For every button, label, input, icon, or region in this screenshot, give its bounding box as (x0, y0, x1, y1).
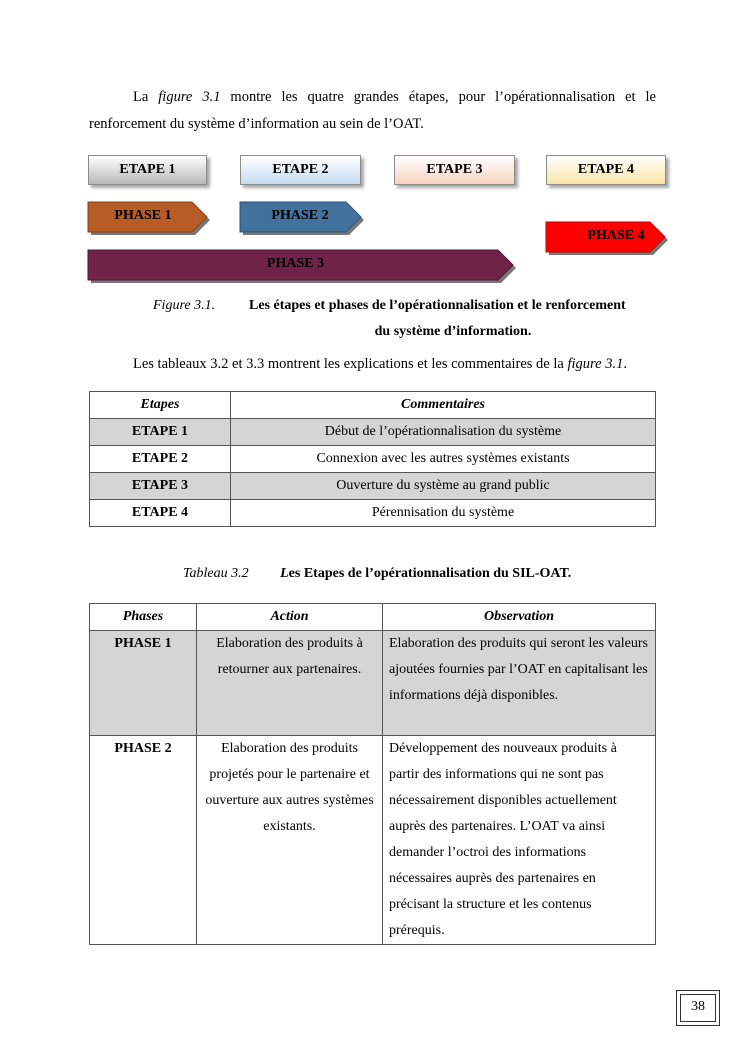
header-action: Action (197, 604, 383, 631)
table-header-row (90, 604, 656, 631)
figure-caption-number: Figure 3.1. (153, 298, 216, 313)
table-caption-number: Tableau 3.2 (183, 566, 249, 581)
header-etapes: Etapes (90, 392, 231, 419)
phase-label-4: PHASE 4 (587, 228, 645, 243)
tables-intro-paragraph (133, 351, 663, 377)
cell-etape: ETAPE 2 (90, 446, 231, 473)
page-number (676, 990, 720, 1026)
phase-label-2: PHASE 2 (271, 208, 329, 223)
etape-label: ETAPE 2 (272, 162, 329, 177)
phases-table (89, 603, 656, 945)
table-row (90, 473, 656, 500)
intro-paragraph (89, 84, 656, 138)
header-commentaires: Commentaires (231, 392, 656, 419)
etape-box-1 (88, 155, 207, 185)
header-observation: Observation (383, 604, 656, 631)
cell-commentaire: Ouverture du système au grand public (231, 473, 656, 500)
table-caption-initial: L (280, 566, 289, 581)
etape-label: ETAPE 3 (426, 162, 483, 177)
cell-etape: ETAPE 4 (90, 500, 231, 527)
table-header-row (90, 392, 656, 419)
cell-phase: PHASE 1 (90, 631, 197, 736)
intro-text-b: montre les quatre grandes étapes, pour l’opérationnalisation et le renforcement du système d’information au sein de l’OAT. (89, 89, 656, 132)
table-row (90, 736, 656, 945)
para2-text-b: . (623, 356, 627, 372)
header-phases: Phases (90, 604, 197, 631)
etapes-table (89, 391, 656, 527)
etape-box-3 (394, 155, 515, 185)
cell-commentaire: Début de l’opérationnalisation du système (231, 419, 656, 446)
table-caption-text: es Etapes de l’opérationnalisation du SIL-OAT. (288, 566, 572, 581)
phase-label-1: PHASE 1 (114, 208, 172, 223)
para2-figure-ref: figure 3.1 (567, 356, 624, 372)
cell-commentaire: Pérennisation du système (231, 500, 656, 527)
etape-label: ETAPE 1 (119, 162, 176, 177)
etape-box-4 (546, 155, 666, 185)
figure-caption-line2: du système d’information. (374, 324, 532, 339)
figure-caption-line1: Les étapes et phases de l’opérationnalisation et le renforcement (249, 298, 626, 313)
etape-box-2 (240, 155, 361, 185)
etape-label: ETAPE 4 (577, 162, 635, 177)
cell-commentaire: Connexion avec les autres systèmes existants (231, 446, 656, 473)
table-row (90, 631, 656, 736)
table-row (90, 446, 656, 473)
intro-figure-ref: figure 3.1 (158, 89, 221, 105)
para2-text-a: Les tableaux 3.2 et 3.3 montrent les explications et les commentaires de la (133, 356, 568, 372)
phase-label-3: PHASE 3 (266, 256, 325, 271)
cell-observation: Elaboration des produits qui seront les valeurs ajoutées fournies par l’OAT en capitalisant les informations déjà disponibles. (383, 631, 656, 736)
cell-phase: PHASE 2 (90, 736, 197, 945)
cell-observation: Développement des nouveaux produits à partir des informations qui ne sont pas nécessairement disponibles actuellement auprès des partenaires. L’OAT va ainsi demander l’octroi des informations nécessaires auprès des partenaires en précisant la structure et les contenus prérequis. (383, 736, 656, 945)
intro-text-a: La (133, 89, 159, 105)
cell-etape: ETAPE 1 (90, 419, 231, 446)
table-row (90, 500, 656, 527)
table-row (90, 419, 656, 446)
cell-action: Elaboration des produits à retourner aux partenaires. (197, 631, 383, 736)
cell-etape: ETAPE 3 (90, 473, 231, 500)
table-caption (183, 561, 571, 587)
cell-action: Elaboration des produits projetés pour le partenaire et ouverture aux autres systèmes existants. (197, 736, 383, 945)
page-number-text: 38 (691, 999, 705, 1014)
